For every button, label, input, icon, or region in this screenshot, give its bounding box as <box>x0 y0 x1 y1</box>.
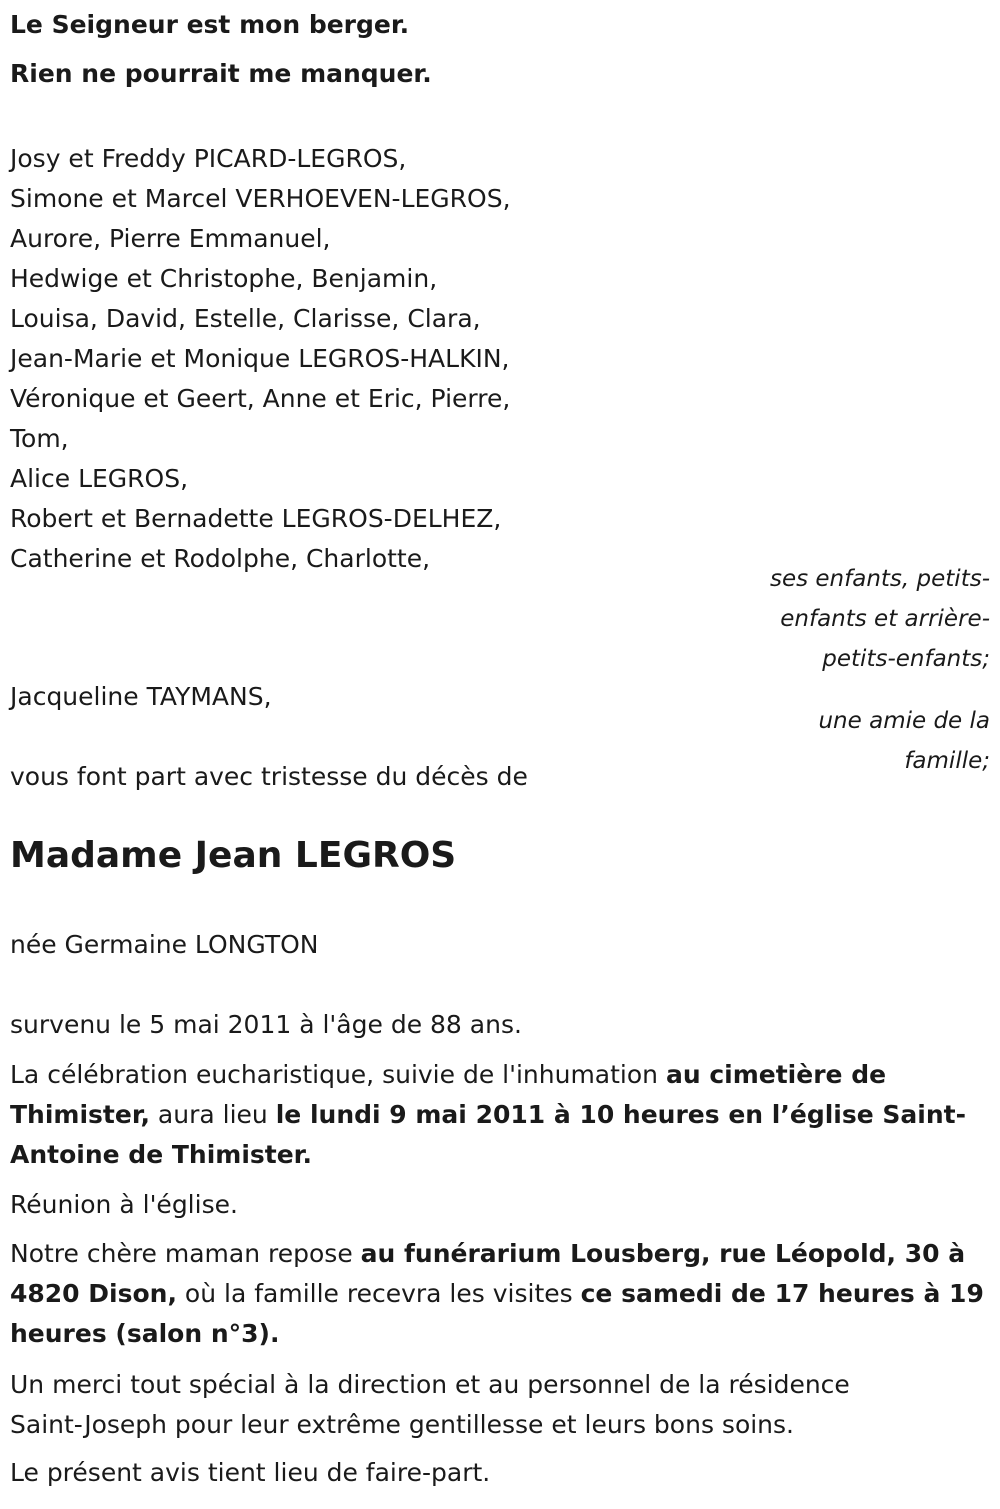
funerarium-text-1: Notre chère maman repose <box>10 1239 361 1268</box>
funerarium-visits: ce samedi de 17 heures à 19 heures (salon n°3). <box>10 1279 984 1348</box>
reunion: Réunion à l'église. <box>10 1190 238 1219</box>
funerarium-paragraph <box>10 1234 985 1354</box>
ceremony-text-2: aura lieu <box>149 1100 276 1129</box>
friend-role-line: famille; <box>904 748 990 774</box>
friend-name: Jacqueline TAYMANS, <box>10 682 272 711</box>
deceased-name: Madame Jean LEGROS <box>10 835 457 876</box>
ceremony-cemetery: au cimetière de Thimister, <box>10 1060 887 1129</box>
family-line: Louisa, David, Estelle, Clarisse, Clara, <box>10 304 481 333</box>
ceremony-datetime: le lundi 9 mai 2011 à 10 heures en l’église Saint-Antoine de Thimister. <box>10 1100 966 1169</box>
family-role-line: ses enfants, petits- <box>769 566 990 592</box>
death-info: survenu le 5 mai 2011 à l'âge de 88 ans. <box>10 1010 522 1039</box>
friend-role <box>740 701 990 781</box>
family-line: Catherine et Rodolphe, Charlotte, <box>10 544 431 573</box>
funerarium-text-2: où la famille recevra les visites <box>176 1279 581 1308</box>
family-role-line: petits-enfants; <box>822 646 990 672</box>
family-line: Véronique et Geert, Anne et Eric, Pierre, <box>10 384 511 413</box>
verse-line-2: Rien ne pourrait me manquer. <box>10 59 432 88</box>
friend-role-line: une amie de la <box>818 708 990 734</box>
closing-note: Le présent avis tient lieu de faire-part. <box>10 1458 491 1487</box>
funerarium-address: au funérarium Lousberg, rue Léopold, 30 à 4820 Dison, <box>10 1239 966 1308</box>
family-line: Alice LEGROS, <box>10 464 189 493</box>
family-list <box>10 139 511 579</box>
announcement: vous font part avec tristesse du décès de <box>10 762 528 791</box>
family-line: Simone et Marcel VERHOEVEN-LEGROS, <box>10 184 511 213</box>
ceremony-paragraph <box>10 1055 985 1175</box>
verse-line-1: Le Seigneur est mon berger. <box>10 10 410 39</box>
family-line: Josy et Freddy PICARD-LEGROS, <box>10 144 407 173</box>
birth-name: née Germaine LONGTON <box>10 930 319 959</box>
family-line: Jean-Marie et Monique LEGROS-HALKIN, <box>10 344 510 373</box>
family-role-line: enfants et arrière- <box>780 606 990 632</box>
family-role <box>740 559 990 679</box>
family-line: Aurore, Pierre Emmanuel, <box>10 224 331 253</box>
family-line: Hedwige et Christophe, Benjamin, <box>10 264 438 293</box>
family-line: Robert et Bernadette LEGROS-DELHEZ, <box>10 504 502 533</box>
thanks-line-1: Un merci tout spécial à la direction et au personnel de la résidence <box>10 1370 850 1399</box>
family-line: Tom, <box>10 424 69 453</box>
thanks-line-2: Saint-Joseph pour leur extrême gentillesse et leurs bons soins. <box>10 1410 794 1439</box>
ceremony-text-1: La célébration eucharistique, suivie de l'inhumation <box>10 1060 666 1089</box>
